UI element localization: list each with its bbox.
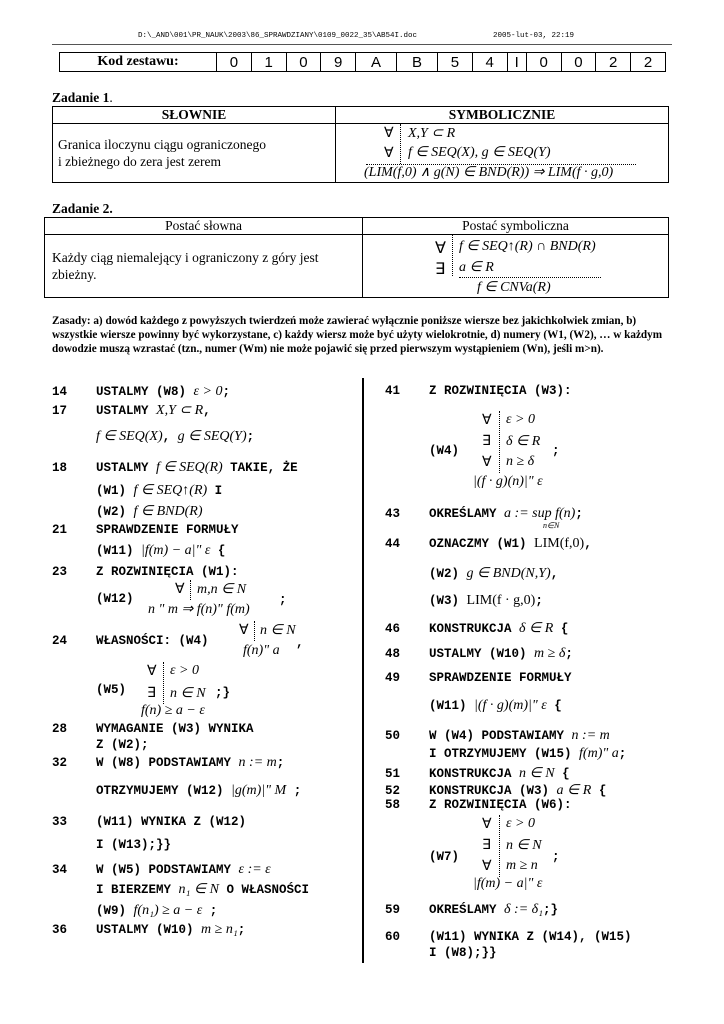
code-cell: B [397,53,438,72]
proof-line-41: 41 Z ROZWINIĘCIA (W3): [385,384,572,398]
forall-icon: ∀ [482,859,492,874]
proof-line-36: 36 USTALMY (W10) m ≥ n₁; [52,922,246,937]
w4-quantifier: n ∈ N [260,623,296,638]
forall-icon: ∀ [482,455,492,470]
proof-line-60: 60 (W11) WYNIKA Z (W14), (W15) [385,930,632,944]
proof-line-24: 24 WŁASNOŚCI: (W4) [52,634,209,648]
proof-line-w4: (W4) [429,444,460,458]
code-cell: 0 [217,53,252,72]
proof-line-w3r: (W3) LIM(f · g,0); [429,593,543,608]
w4-quantifier-1: ε > 0 [506,412,535,427]
proof-line-18: 18 USTALMY f ∈ SEQ(R) TAKIE, ŻE [52,460,298,475]
forall-icon: ∀ [384,146,394,161]
quantifier-divider [499,411,500,473]
task2-text: Każdy ciąg niemalejący i ograniczony z góry jest zbieżny. [45,235,363,298]
code-cell: 1 [251,53,286,72]
task1-symbolic [336,124,669,183]
w12-end: ; [279,593,287,607]
exists-icon: ∃ [147,686,156,701]
task1-title: Zadanie 1. [52,90,113,105]
proof-line-w7: (W7) [429,850,460,864]
proof-line-14: 14 USTALMY (W8) ε > 0; [52,384,231,399]
proof-line-28-cont: Z (W2); [96,738,149,752]
proof-line-46: 46 KONSTRUKCJA δ ∈ R { [385,621,569,636]
proof-line-17: 17 USTALMY X,Y ⊂ R, [52,403,211,418]
exists-icon: ∃ [482,434,491,449]
w7-quantifier-3: m ≥ n [506,858,538,873]
proof-line-33-cont: I (W13);}} [96,838,172,852]
proof-line-32-cont: OTRZYMUJEMY (W12) |g(m)|" M ; [96,783,302,798]
code-cell: 2 [631,53,666,72]
w5-body: f(n) ≥ a − ε [141,703,205,718]
proof-line-23: 23 Z ROZWINIĘCIA (W1): [52,565,239,579]
proof-line-58: 58 Z ROZWINIĘCIA (W6): [385,798,572,812]
file-date: 2005-lut-03, 22:19 [493,32,575,40]
w4-end: , [296,636,304,650]
proof-line-w9: (W9) f(n₁) ≥ a − ε ; [96,903,218,918]
proof-line-49: 49 SPRAWDZENIE FORMUŁY [385,671,572,685]
code-table [59,52,666,72]
proof-line-w11r: (W11) |(f · g)(m)|" ε { [429,698,562,713]
task1-col2: SYMBOLICZNIE [336,107,669,124]
quantifier-divider [254,621,255,641]
task2-sym-line1: f ∈ SEQ↑(R) ∩ BND(R) [459,239,596,254]
proof-line-48: 48 USTALMY (W10) m ≥ δ; [385,646,573,661]
w5-quantifier-1: ε > 0 [170,663,199,678]
code-cell: 0 [286,53,321,72]
w5-end: ;} [215,686,231,700]
exists-icon: ∃ [435,261,446,278]
proof-line-50: 50 W (W4) PODSTAWIAMY n := m [385,728,610,743]
w12-body: n " m ⇒ f(n)" f(m) [148,602,250,617]
proof-line-17-cont: f ∈ SEQ(X), g ∈ SEQ(Y); [96,429,255,444]
task2-col1: Postać słowna [45,218,363,235]
rules-text: Zasady: a) dowód każdego z powyższych twierdzeń może zawierać wyłącznie poniższe wiersze bez jakichkolwiek zmian, b) wszystkie wiersze powinny być wykorzystane, c) każdy wiersz może być użyty wielokrotnie, d) numery (W1, (W2), … w każdym dowodzie muszą wzrastać (tzn., numer (Wm) nie może pojawić się przed pierwszym wystąpieniem (Wn), jeśli m>n). [52,315,663,355]
proof-line-28: 28 WYMAGANIE (W3) WYNIKA [52,722,254,736]
code-cell: 2 [596,53,631,72]
proof-line-34-cont: I BIERZEMY n₁ ∈ N O WŁASNOŚCI [96,882,309,897]
w12-quantifier: m,n ∈ N [197,582,247,597]
forall-icon: ∀ [482,817,492,832]
quantifier-divider [190,580,191,600]
task2-title: Zadanie 2. [52,201,113,216]
divider [459,277,601,278]
code-label: Kod zestawu: [60,53,217,72]
w7-body: |f(m) − a|" ε [473,876,543,891]
w4r-end: ; [552,444,560,458]
task1-sym-line3: (LIM(f,0) ∧ g(N) ∈ BND(R)) ⇒ LIM(f · g,0) [364,165,614,180]
sup-subscript: n∈N [543,521,560,530]
proof-line-w1: (W1) f ∈ SEQ↑(R) I [96,483,223,498]
w4-quantifier-3: n ≥ δ [506,454,535,469]
task2-col2: Postać symboliczna [363,218,669,235]
proof-line-60-cont: I (W8);}} [429,946,497,960]
w5-quantifier-2: n ∈ N [170,686,206,701]
proof-line-w11: (W11) |f(m) − a|" ε { [96,543,226,558]
proof-line-59: 59 OKREŚLAMY δ := δ₁;} [385,902,559,917]
task1-col1: SŁOWNIE [53,107,336,124]
quantifier-divider [499,815,500,877]
task1-sym-line1: X,Y ⊂ R [408,126,456,141]
quantifier-divider [163,662,164,704]
task1-text: Granica iloczynu ciągu ograniczonego i zbieżnego do zera jest zerem [53,124,336,183]
proof-line-51: 51 KONSTRUKCJA n ∈ N { [385,766,570,781]
forall-icon: ∀ [435,240,446,257]
proof-line-w2: (W2) f ∈ BND(R) [96,504,203,519]
proof-line-w5: (W5) [96,683,127,697]
forall-icon: ∀ [482,413,492,428]
code-cell: 9 [321,53,356,72]
task2-symbolic [363,235,669,298]
header-rule [52,44,672,45]
proof-line-52: 52 KONSTRUKCJA (W3) a ∈ R { [385,783,607,798]
task2-sym-line2: a ∈ R [459,260,494,275]
w4-body: f(n)" a [243,643,280,658]
code-cell: 0 [561,53,596,72]
code-cell: 5 [438,53,473,72]
proof-line-21: 21 SPRAWDZENIE FORMUŁY [52,523,239,537]
forall-icon: ∀ [384,126,394,141]
proof-line-44: 44 OZNACZMY (W1) LIM(f,0), [385,536,592,551]
quantifier-divider [400,124,401,164]
task2-sym-line3: f ∈ CNVa(R) [477,280,551,295]
w7-quantifier-1: ε > 0 [506,816,535,831]
proof-line-34: 34 W (W5) PODSTAWIAMY ε := ε [52,862,271,877]
proof-line-w2r: (W2) g ∈ BND(N,Y), [429,566,559,581]
proof-line-50-cont: I OTRZYMUJEMY (W15) f(m)" a; [429,746,627,761]
proof-line-43: 43 OKREŚLAMY a := sup f(n); [385,506,583,521]
proof-line-w12: (W12) [96,592,134,606]
task1-table [52,106,669,183]
w7-end: ; [552,850,560,864]
code-cell: 0 [526,53,561,72]
file-path: D:\_AND\001\PR_NAUK\2003\86_SPRAWDZIANY\0109_0022_35\AB54I.doc [138,32,418,40]
w7-quantifier-2: n ∈ N [506,838,542,853]
column-divider [362,378,364,963]
task2-table [44,217,669,298]
forall-icon: ∀ [239,623,249,638]
forall-icon: ∀ [147,664,157,679]
w4-quantifier-2: δ ∈ R [506,434,541,449]
task1-sym-line2: f ∈ SEQ(X), g ∈ SEQ(Y) [408,145,551,160]
forall-icon: ∀ [175,582,185,597]
exists-icon: ∃ [482,838,491,853]
code-cell: 4 [472,53,507,72]
w4r-body: |(f · g)(n)|" ε [473,474,543,489]
code-cell: A [356,53,397,72]
code-cell: I [507,53,526,72]
quantifier-divider [452,235,453,276]
proof-line-32: 32 W (W8) PODSTAWIAMY n := m; [52,755,285,770]
proof-line-33: 33 (W11) WYNIKA Z (W12) [52,815,247,829]
